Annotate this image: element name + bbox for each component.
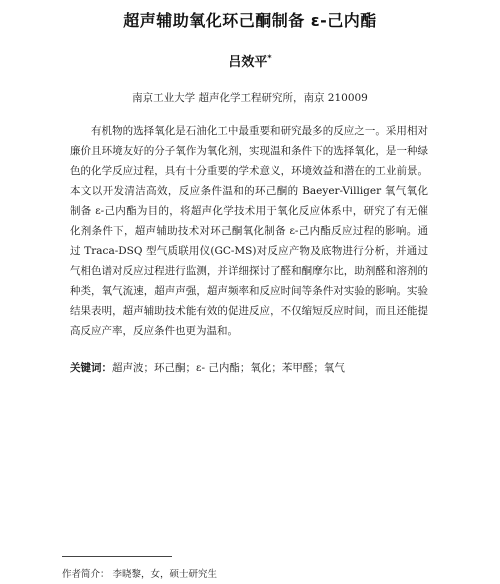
keywords-label: 关键词： xyxy=(70,362,112,374)
footnote-divider xyxy=(62,556,172,557)
affiliation: 南京工业大学 超声化学工程研究所，南京 210009 xyxy=(132,92,368,104)
abstract-text: 有机物的选择氧化是石油化工中最重要和研究最多的反应之一。采用相对廉价且环境友好的分子氧作为氧化剂，实现温和条件下的选择氧化，是一种绿色的化学反应过程，具有十分重要的学术意义，环境效益和潜在的工业前景。本文以开发清洁高效，反应条件温和的环己酮的 Baeyer-Villiger 氧气氧化制备 ε-己内酯为目的，将超声化学技术用于氧化反应体系中，研究了有无催化剂条件下，超声辅助技术对环己酮氧化制备 ε-己内酯反应过程的影响。通过 Traca-DSQ 型气质联用仪(GC-MS)对反应产物及底物进行分析，并通过气相色谱对反应过程进行监测，并详细探讨了醛和酮摩尔比，助剂醛和溶剂的种类，氧气流速，超声声强，超声频率和反应时间等条件对实验的影响。实验结果表明，超声辅助技术能有效的促进反应，不仅缩短反应时间，而且还能提高反应产率，反应条件也更为温和。 xyxy=(70,125,428,337)
author-name: 吕效平 xyxy=(228,55,268,70)
paper-title: 超声辅助氧化环己酮制备 ε-己内酯 xyxy=(123,11,377,30)
keywords-line xyxy=(70,359,428,377)
author-line xyxy=(0,51,500,70)
keywords-text: 超声波；环己酮；ε- 己内酯；氧化；苯甲醛；氧气 xyxy=(112,362,345,374)
author-footnote: 作者简介： 李晓黎，女，硕士研究生 xyxy=(62,569,218,580)
author-mark: * xyxy=(267,53,272,63)
